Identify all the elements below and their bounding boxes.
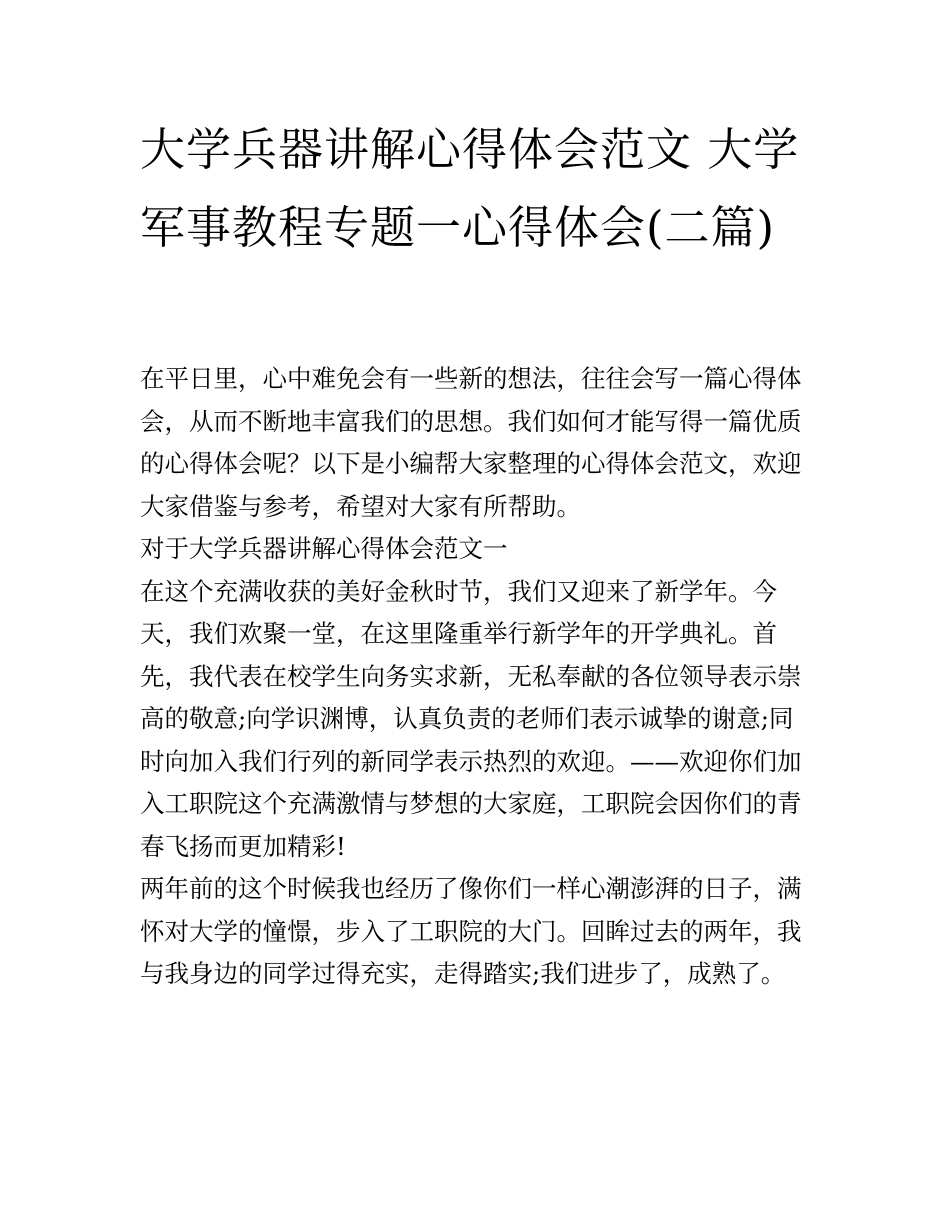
document-title: 大学兵器讲解心得体会范文 大学军事教程专题一心得体会(二篇)	[140, 123, 800, 254]
document-body	[140, 358, 815, 996]
body-paragraph: 两年前的这个时候我也经历了像你们一样心潮澎湃的日子，满怀对大学的憧憬，步入了工职院的大门。回眸过去的两年，我与我身边的同学过得充实，走得踏实;我们进步了，成熟了。	[140, 874, 802, 988]
body-paragraph: 在这个充满收获的美好金秋时节，我们又迎来了新学年。今天，我们欢聚一堂，在这里隆重举行新学年的开学典礼。首先，我代表在校学生向务实求新，无私奉献的各位领导表示崇高的敬意;向学识渊博，认真负责的老师们表示诚挚的谢意;同时向加入我们行列的新同学表示热烈的欢迎。——欢迎你们加入工职院这个充满激情与梦想的大家庭，工职院会因你们的青春飞扬而更加精彩!	[140, 576, 802, 861]
section-heading: 对于大学兵器讲解心得体会范文一	[140, 534, 508, 563]
intro-paragraph: 在平日里，心中难免会有一些新的想法，往往会写一篇心得体会，从而不断地丰富我们的思想。我们如何才能写得一篇优质的心得体会呢？以下是小编帮大家整理的心得体会范文，欢迎大家借鉴与参考，希望对大家有所帮助。	[140, 364, 802, 521]
